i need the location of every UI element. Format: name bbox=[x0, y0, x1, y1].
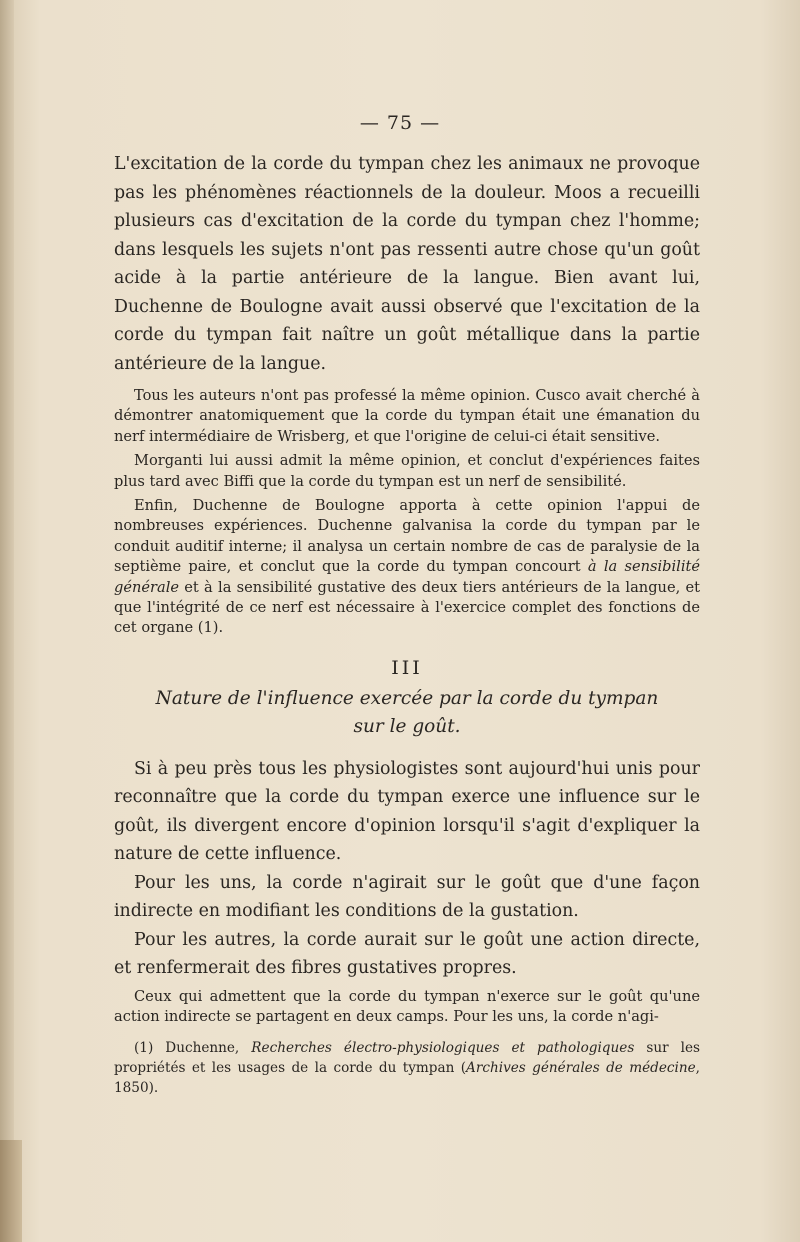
footnote-prefix: (1) Duchenne, bbox=[134, 1039, 252, 1056]
body-paragraph-physiologists: Si à peu près tous les physiologistes sont aujourd'hui unis pour reconnaître que la corde du tympan exerce une influence sur le goût, ils divergent encore d'opinion lorsqu'il s'agit d'expliquer la nature de cette influence. bbox=[114, 758, 700, 865]
section-title-line1: Nature de l'influence exercée par la corde du tympan bbox=[155, 687, 659, 709]
opening-paragraph: L'excitation de la corde du tympan chez les animaux ne provoque pas les phénomènes réactionnels de la douleur. Moos a recueilli plusieurs cas d'excitation de la corde du tympan chez l'homme; dans lesquels les sujets n'ont pas ressenti autre chose qu'un goût acide à la partie antérieure de la langue. Bien avant lui, Duchenne de Boulogne avait aussi observé que l'excitation de la corde du tympan fait naître un goût métallique dans la partie antérieure de la langue. bbox=[114, 154, 700, 374]
small-paragraph-cusco: Tous les auteurs n'ont pas professé la même opinion. Cusco avait cherché à démontrer anatomiquement que la corde du tympan était une émanation du nerf intermédiaire de Wrisberg, et que l'origine de celui-ci était sensitive. bbox=[114, 387, 700, 445]
duchenne-text-italic: à la sensibilité générale bbox=[114, 558, 701, 596]
footnote-middle: sur les propriétés et les usages de la corde du tympan ( bbox=[114, 1039, 700, 1076]
small-paragraph-duchenne bbox=[114, 496, 700, 639]
section-title-line2: sur le goût. bbox=[353, 715, 461, 737]
page-content bbox=[114, 150, 700, 1098]
duchenne-text-after: et à la sensibilité gustative des deux tiers antérieurs de la langue, et que l'intégrité de ce nerf est nécessaire à l'exercice complet des fonctions de cet organe (1). bbox=[114, 578, 700, 637]
footnote bbox=[114, 1038, 700, 1098]
footnote-journal: Archives générales de médecine bbox=[466, 1059, 696, 1076]
small-paragraph-two-camps: Ceux qui admettent que la corde du tympan n'exerce sur le goût qu'une action indirecte se partagent en deux camps. Pour les uns, la corde n'agi- bbox=[114, 987, 700, 1026]
small-paragraph-morganti: Morganti lui aussi admit la même opinion, et conclut d'expériences faites plus tard avec Biffi que la corde du tympan est un nerf de sensibilité. bbox=[114, 452, 700, 490]
page-number: — 75 — bbox=[359, 112, 441, 134]
page-corner-shadow bbox=[0, 1140, 22, 1242]
body-paragraph-indirect: Pour les uns, la corde n'agirait sur le goût que d'une façon indirecte en modifiant les conditions de la gustation. bbox=[114, 872, 700, 922]
body-paragraph-direct: Pour les autres, la corde aurait sur le goût une action directe, et renfermerait des fibres gustatives propres. bbox=[114, 929, 700, 979]
duchenne-text-before: Enfin, Duchenne de Boulogne apporta à cette opinion l'appui de nombreuses expériences. Duchenne galvanisa la corde du tympan par le conduit auditif interne; il analysa un certain nombre de cas de paralysie de la septième paire, et conclut que la corde du tympan concourt bbox=[114, 497, 700, 576]
footnote-suffix: , 1850). bbox=[114, 1059, 700, 1096]
section-title bbox=[114, 685, 700, 741]
section-number: III bbox=[391, 656, 423, 679]
footnote-title: Recherches électro-physiologiques et pathologiques bbox=[251, 1039, 635, 1056]
page-edge-shadow bbox=[0, 0, 14, 1242]
